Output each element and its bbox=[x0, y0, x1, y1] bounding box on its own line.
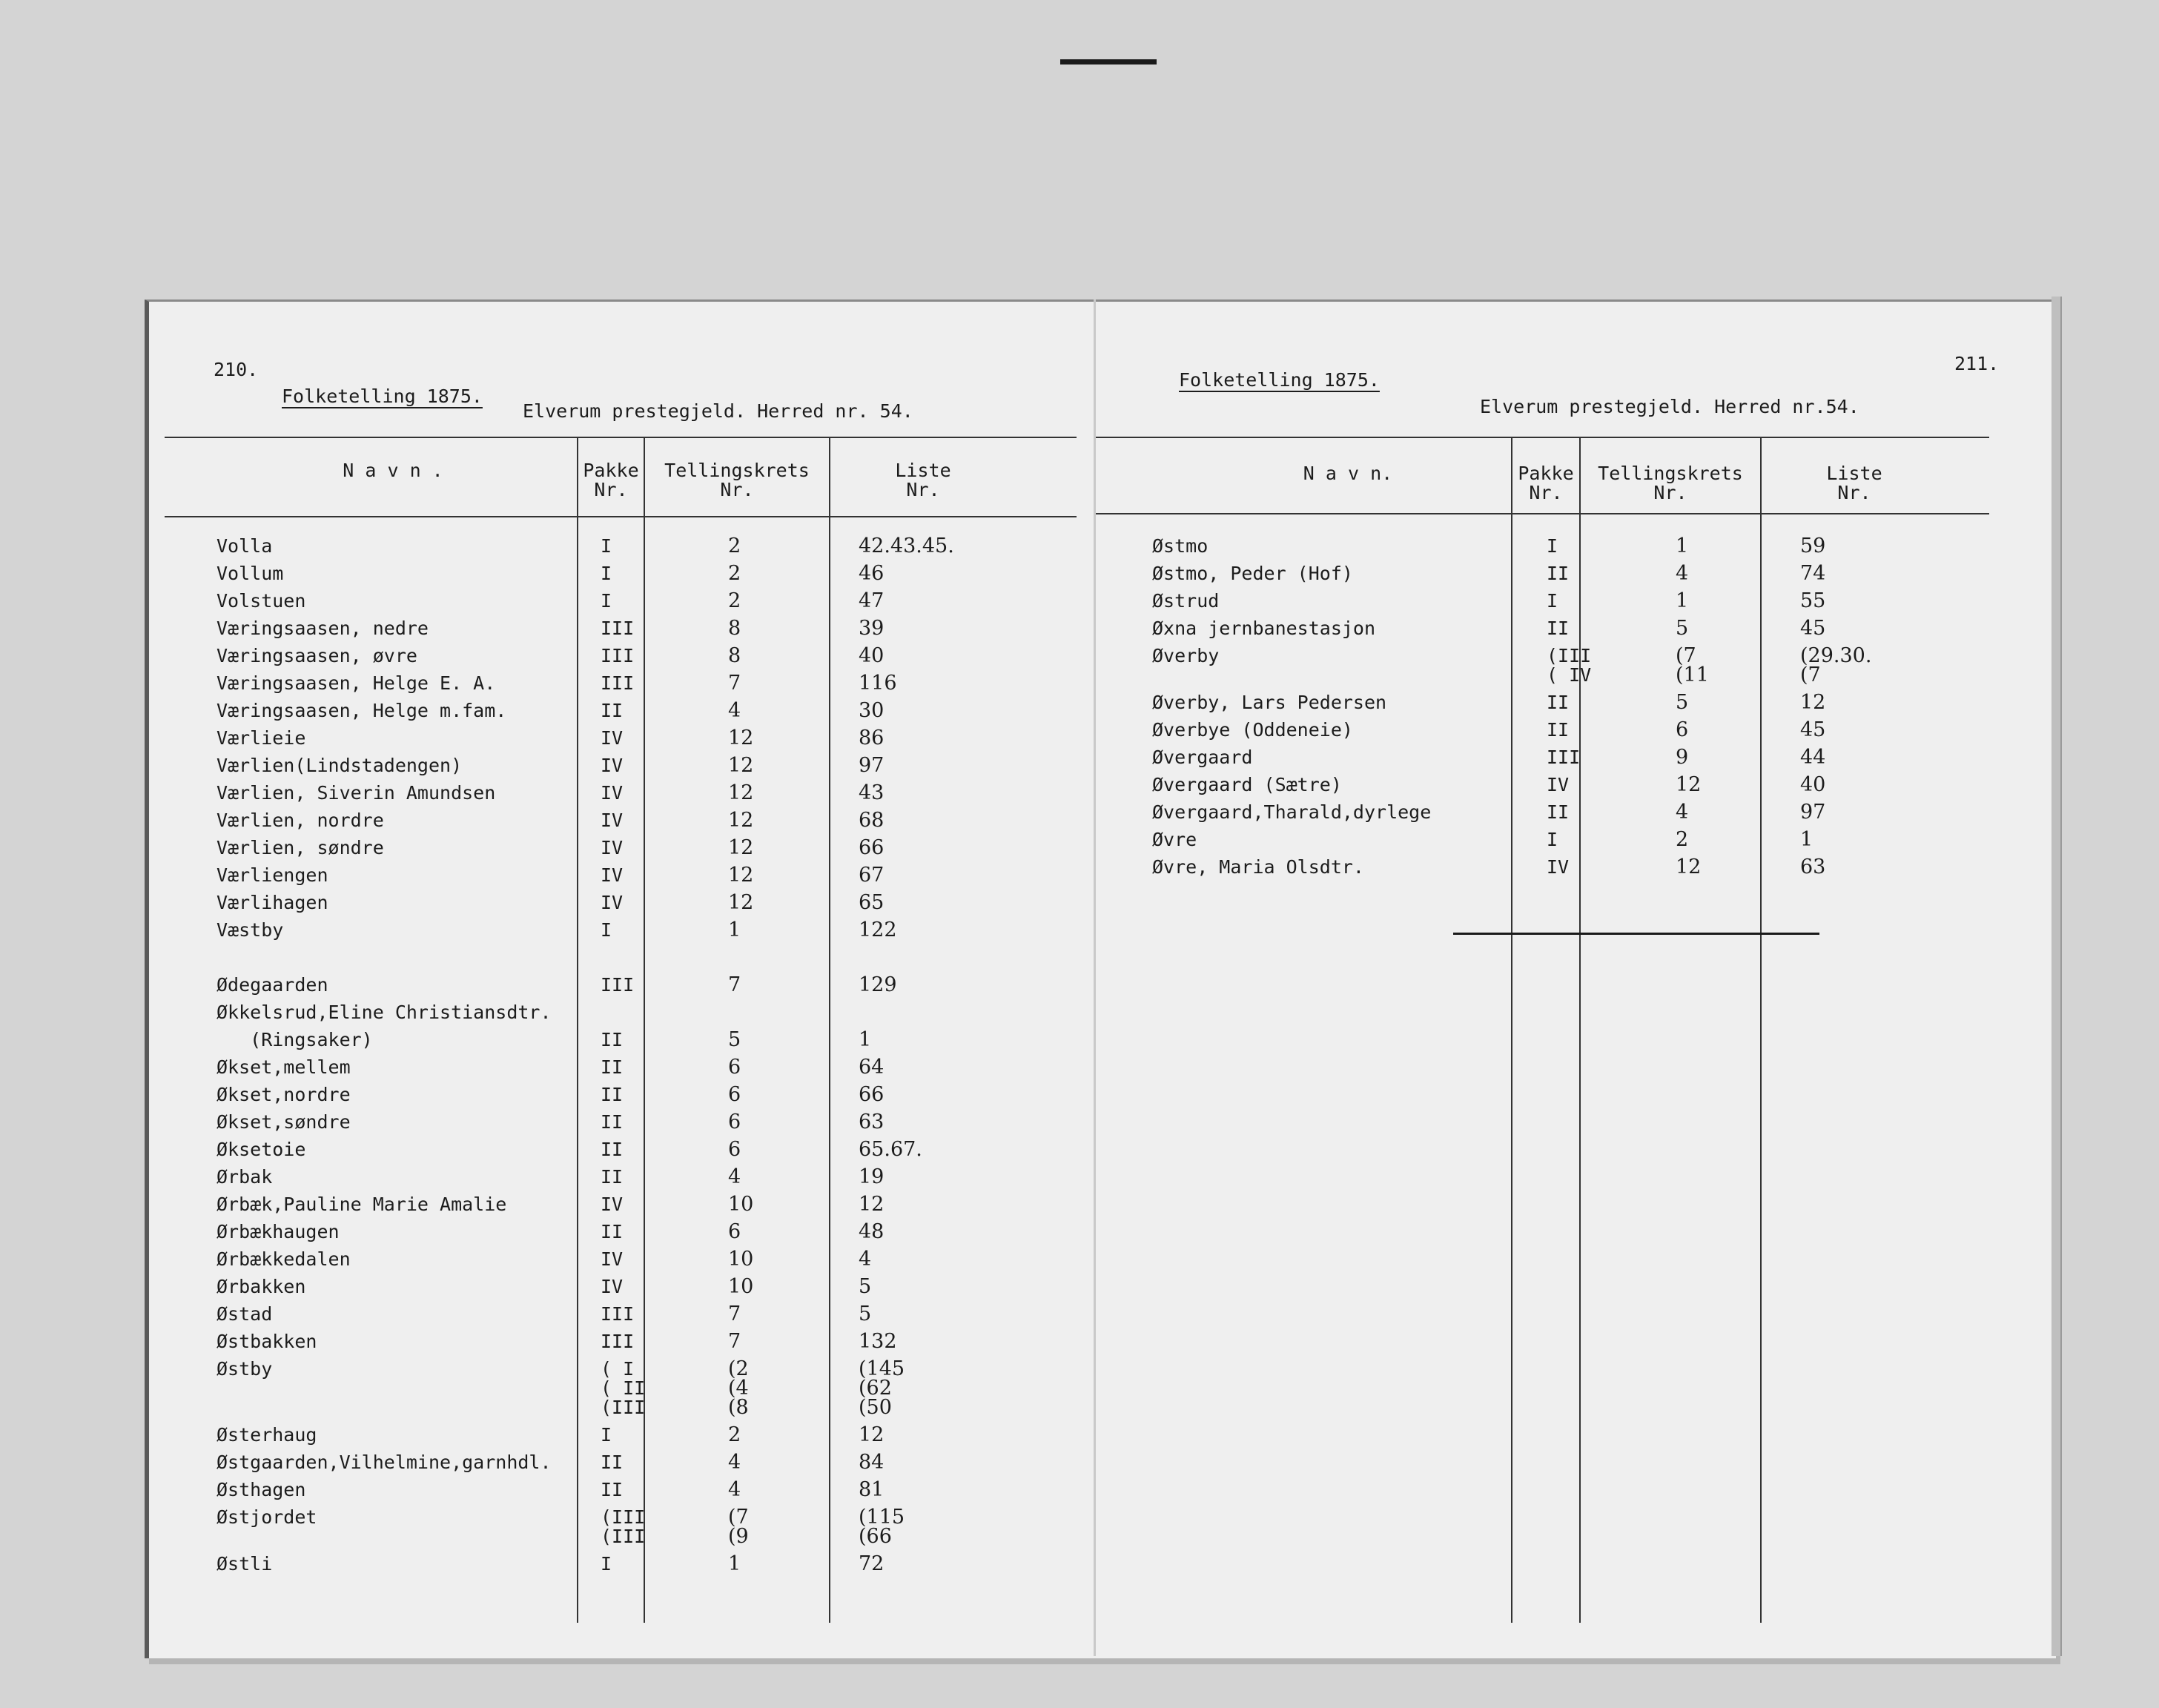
row-pakke: IV bbox=[601, 892, 624, 913]
row-tellingskrets: 10 bbox=[728, 1248, 754, 1271]
row-tellingskrets: 12 bbox=[728, 809, 754, 832]
row-navn: Økset,mellem bbox=[216, 1056, 351, 1078]
row-navn: Værlieie bbox=[216, 727, 306, 749]
row-pakke: III bbox=[601, 618, 635, 639]
row-tellingskrets: 6 bbox=[728, 1138, 741, 1161]
header-navn: N a v n . bbox=[343, 460, 443, 481]
row-navn: Volstuen bbox=[216, 590, 306, 612]
row-pakke: IV bbox=[1547, 856, 1570, 878]
row-liste: 66 bbox=[859, 836, 885, 859]
row-tellingskrets: (7 bbox=[1676, 644, 1696, 667]
row-pakke: II bbox=[601, 1111, 624, 1133]
page-title: Folketelling 1875. bbox=[282, 385, 483, 407]
row-tellingskrets: 6 bbox=[728, 1110, 741, 1133]
row-liste: 84 bbox=[859, 1451, 885, 1474]
row-pakke: IV bbox=[601, 864, 624, 886]
row-liste: 66 bbox=[859, 1083, 885, 1106]
row-liste: 64 bbox=[859, 1056, 885, 1079]
row-tellingskrets: 5 bbox=[1676, 617, 1689, 640]
row-tellingskrets: 2 bbox=[728, 589, 741, 612]
row-tellingskrets: 1 bbox=[1676, 534, 1689, 557]
row-pakke: (III bbox=[1547, 645, 1592, 666]
row-navn: Væringsaasen, Helge m.fam. bbox=[216, 700, 507, 721]
row-liste: 4 bbox=[859, 1248, 872, 1271]
header-navn: N a v n. bbox=[1303, 463, 1393, 484]
row-tellingskrets: 4 bbox=[728, 1478, 741, 1501]
row-liste: 1 bbox=[859, 1028, 872, 1051]
row-pakke: ( IV bbox=[1547, 664, 1592, 686]
row-pakke: III bbox=[601, 974, 635, 996]
row-liste: (7 bbox=[1800, 663, 1821, 686]
row-pakke: I bbox=[601, 535, 612, 557]
row-navn: Væringsaasen, nedre bbox=[216, 618, 429, 639]
row-pakke: II bbox=[1547, 719, 1570, 741]
row-pakke: II bbox=[601, 1221, 624, 1242]
row-liste: 72 bbox=[859, 1552, 885, 1575]
row-navn: Værlien, Siverin Amundsen bbox=[216, 782, 496, 804]
row-navn: Økset,søndre bbox=[216, 1111, 351, 1133]
row-navn: Østrud bbox=[1152, 590, 1220, 612]
row-liste: 45 bbox=[1800, 617, 1826, 640]
row-navn: Væringsaasen, Helge E. A. bbox=[216, 672, 496, 694]
row-pakke: IV bbox=[601, 837, 624, 858]
row-pakke: II bbox=[1547, 563, 1570, 584]
row-tellingskrets: 5 bbox=[1676, 691, 1689, 714]
row-tellingskrets: 1 bbox=[728, 918, 741, 941]
row-navn: Ørbakken bbox=[216, 1276, 306, 1297]
page-subtitle: Elverum prestegjeld. Herred nr. 54. bbox=[523, 400, 913, 422]
row-navn: Vollum bbox=[216, 563, 284, 584]
header-liste: Liste Nr. bbox=[895, 460, 951, 500]
row-pakke: III bbox=[601, 1331, 635, 1352]
row-pakke: II bbox=[601, 1056, 624, 1078]
row-liste: 1 bbox=[1800, 828, 1814, 851]
row-pakke: IV bbox=[601, 810, 624, 831]
header-pakke: Pakke Nr. bbox=[1518, 463, 1574, 503]
row-navn: Væstby bbox=[216, 919, 284, 941]
right-page bbox=[1096, 299, 2051, 1656]
row-liste: 48 bbox=[859, 1220, 885, 1243]
row-tellingskrets: 12 bbox=[728, 891, 754, 914]
row-tellingskrets: 12 bbox=[1676, 855, 1702, 878]
row-tellingskrets: 8 bbox=[728, 617, 741, 640]
row-tellingskrets: 6 bbox=[728, 1083, 741, 1106]
row-liste: 97 bbox=[1800, 801, 1826, 824]
row-navn: Øverby, Lars Pedersen bbox=[1152, 692, 1387, 713]
row-pakke: I bbox=[1547, 590, 1558, 612]
row-pakke: III bbox=[601, 672, 635, 694]
row-liste: 74 bbox=[1800, 562, 1826, 585]
row-tellingskrets: 7 bbox=[728, 973, 741, 996]
row-navn: Økkelsrud,Eline Christiansdtr. bbox=[216, 1002, 552, 1023]
row-pakke: III bbox=[601, 1303, 635, 1325]
row-pakke: IV bbox=[601, 782, 624, 804]
row-liste: 12 bbox=[859, 1423, 885, 1446]
row-tellingskrets: 9 bbox=[1676, 746, 1689, 769]
row-tellingskrets: 12 bbox=[728, 726, 754, 749]
row-liste: 68 bbox=[859, 809, 885, 832]
row-liste: 47 bbox=[859, 589, 885, 612]
row-liste: 63 bbox=[859, 1110, 885, 1133]
row-tellingskrets: 1 bbox=[1676, 589, 1689, 612]
row-tellingskrets: (2 bbox=[728, 1357, 749, 1380]
row-tellingskrets: 8 bbox=[728, 644, 741, 667]
row-liste: 132 bbox=[859, 1330, 897, 1353]
row-tellingskrets: 12 bbox=[728, 781, 754, 804]
page-number: 210. bbox=[214, 359, 259, 380]
column-rule bbox=[1579, 437, 1581, 1623]
row-tellingskrets: (7 bbox=[728, 1506, 749, 1529]
row-liste: 67 bbox=[859, 864, 885, 887]
page-title: Folketelling 1875. bbox=[1179, 369, 1380, 391]
row-navn: Økset,nordre bbox=[216, 1084, 351, 1105]
row-pakke: III bbox=[601, 645, 635, 666]
row-tellingskrets: 4 bbox=[1676, 801, 1689, 824]
row-navn: Værlien, søndre bbox=[216, 837, 384, 858]
page-subtitle: Elverum prestegjeld. Herred nr.54. bbox=[1480, 396, 1859, 417]
row-navn: Øvre, Maria Olsdtr. bbox=[1152, 856, 1364, 878]
row-pakke: II bbox=[601, 1084, 624, 1105]
row-tellingskrets: 4 bbox=[728, 1165, 741, 1188]
row-tellingskrets: 6 bbox=[728, 1056, 741, 1079]
row-tellingskrets: 10 bbox=[728, 1193, 754, 1216]
row-pakke: (III bbox=[601, 1526, 646, 1547]
row-tellingskrets: 7 bbox=[728, 1302, 741, 1325]
row-pakke: II bbox=[1547, 692, 1570, 713]
row-tellingskrets: 6 bbox=[728, 1220, 741, 1243]
row-tellingskrets: 10 bbox=[728, 1275, 754, 1298]
row-pakke: II bbox=[1547, 801, 1570, 823]
left-page bbox=[148, 299, 1094, 1656]
binding-mark bbox=[1060, 59, 1157, 64]
row-liste: 86 bbox=[859, 726, 885, 749]
row-liste: 97 bbox=[859, 754, 885, 777]
row-pakke: I bbox=[601, 1424, 612, 1446]
row-navn: Østmo bbox=[1152, 535, 1209, 557]
row-liste: 81 bbox=[859, 1478, 885, 1501]
row-liste: 39 bbox=[859, 617, 885, 640]
row-liste: 44 bbox=[1800, 746, 1826, 769]
row-pakke: I bbox=[601, 1553, 612, 1575]
row-navn: Øksetoie bbox=[216, 1139, 306, 1160]
row-liste: (115 bbox=[859, 1506, 905, 1529]
row-tellingskrets: 6 bbox=[1676, 718, 1689, 741]
row-liste: 55 bbox=[1800, 589, 1826, 612]
row-liste: (50 bbox=[859, 1396, 892, 1419]
row-liste: (29.30. bbox=[1800, 644, 1872, 667]
row-navn: Østerhaug bbox=[216, 1424, 317, 1446]
row-pakke: II bbox=[601, 1166, 624, 1188]
row-pakke: IV bbox=[1547, 774, 1570, 795]
row-pakke: IV bbox=[601, 755, 624, 776]
row-pakke: (III bbox=[601, 1506, 646, 1528]
row-tellingskrets: (9 bbox=[728, 1525, 749, 1548]
row-liste: (66 bbox=[859, 1525, 892, 1548]
row-pakke: IV bbox=[601, 1248, 624, 1270]
end-rule bbox=[1453, 933, 1819, 935]
header-liste: Liste Nr. bbox=[1826, 463, 1882, 503]
header-pakke: Pakke Nr. bbox=[583, 460, 639, 500]
row-navn: Øvergaard bbox=[1152, 747, 1253, 768]
row-tellingskrets: 12 bbox=[728, 754, 754, 777]
page-edge bbox=[2051, 297, 2062, 1656]
row-liste: 59 bbox=[1800, 534, 1826, 557]
row-pakke: I bbox=[601, 919, 612, 941]
row-liste: 5 bbox=[859, 1302, 872, 1325]
header-top-rule bbox=[1096, 437, 1989, 438]
row-navn: Værliengen bbox=[216, 864, 328, 886]
page-number: 211. bbox=[1954, 353, 2000, 374]
row-liste: 46 bbox=[859, 562, 885, 585]
row-pakke: ( II bbox=[601, 1377, 646, 1399]
row-navn: Østhagen bbox=[216, 1479, 306, 1500]
row-tellingskrets: 12 bbox=[728, 864, 754, 887]
row-tellingskrets: 12 bbox=[1676, 773, 1702, 796]
column-rule bbox=[1760, 437, 1762, 1623]
row-pakke: I bbox=[1547, 535, 1558, 557]
row-liste: 129 bbox=[859, 973, 897, 996]
row-pakke: I bbox=[601, 590, 612, 612]
row-tellingskrets: 4 bbox=[728, 699, 741, 722]
row-tellingskrets: 2 bbox=[1676, 828, 1689, 851]
header-tellingskrets: Tellingskrets Nr. bbox=[1598, 463, 1743, 503]
header-top-rule bbox=[165, 437, 1077, 438]
row-pakke: ( I bbox=[601, 1358, 635, 1380]
row-tellingskrets: 7 bbox=[728, 1330, 741, 1353]
column-rule bbox=[577, 437, 578, 1623]
row-tellingskrets: 12 bbox=[728, 836, 754, 859]
row-pakke: II bbox=[1547, 618, 1570, 639]
row-navn: Østbakken bbox=[216, 1331, 317, 1352]
row-liste: 42.43.45. bbox=[859, 534, 954, 557]
row-liste: 45 bbox=[1800, 718, 1826, 741]
row-liste: 63 bbox=[1800, 855, 1826, 878]
row-navn: Volla bbox=[216, 535, 273, 557]
row-navn: Ørbækkedalen bbox=[216, 1248, 351, 1270]
row-navn: Øverbye (Oddeneie) bbox=[1152, 719, 1353, 741]
row-navn: Østad bbox=[216, 1303, 273, 1325]
column-rule bbox=[644, 437, 645, 1623]
row-tellingskrets: (11 bbox=[1676, 663, 1709, 686]
row-liste: 12 bbox=[859, 1193, 885, 1216]
row-pakke: (III bbox=[601, 1397, 646, 1418]
row-navn: Værlien(Lindstadengen) bbox=[216, 755, 463, 776]
row-tellingskrets: 4 bbox=[728, 1451, 741, 1474]
row-navn: Østmo, Peder (Hof) bbox=[1152, 563, 1353, 584]
row-pakke: I bbox=[601, 563, 612, 584]
row-tellingskrets: (8 bbox=[728, 1396, 749, 1419]
row-liste: 116 bbox=[859, 672, 897, 695]
row-tellingskrets: 2 bbox=[728, 562, 741, 585]
row-navn: Værlihagen bbox=[216, 892, 328, 913]
row-tellingskrets: 4 bbox=[1676, 562, 1689, 585]
row-pakke: II bbox=[601, 1139, 624, 1160]
row-navn: Øvergaard,Tharald,dyrlege bbox=[1152, 801, 1432, 823]
row-liste: 12 bbox=[1800, 691, 1826, 714]
row-pakke: III bbox=[1547, 747, 1581, 768]
row-navn: Øxna jernbanestasjon bbox=[1152, 618, 1376, 639]
header-bottom-rule bbox=[165, 516, 1077, 517]
row-pakke: IV bbox=[601, 727, 624, 749]
row-navn: Øverby bbox=[1152, 645, 1220, 666]
row-navn: Ødegaarden bbox=[216, 974, 328, 996]
row-pakke: II bbox=[601, 1029, 624, 1050]
row-pakke: IV bbox=[601, 1194, 624, 1215]
row-navn: Østjordet bbox=[216, 1506, 317, 1528]
row-navn: Værlien, nordre bbox=[216, 810, 384, 831]
row-liste: 40 bbox=[1800, 773, 1826, 796]
row-liste: (62 bbox=[859, 1377, 892, 1400]
row-tellingskrets: 7 bbox=[728, 672, 741, 695]
header-bottom-rule bbox=[1096, 513, 1989, 514]
row-pakke: IV bbox=[601, 1276, 624, 1297]
header-tellingskrets: Tellingskrets Nr. bbox=[664, 460, 810, 500]
column-rule bbox=[829, 437, 830, 1623]
row-navn: Væringsaasen, øvre bbox=[216, 645, 417, 666]
row-tellingskrets: (4 bbox=[728, 1377, 749, 1400]
row-navn: (Ringsaker) bbox=[216, 1029, 373, 1050]
column-rule bbox=[1511, 437, 1512, 1623]
row-navn: Østby bbox=[216, 1358, 273, 1380]
row-navn: Øvre bbox=[1152, 829, 1197, 850]
row-navn: Østli bbox=[216, 1553, 273, 1575]
row-liste: 65 bbox=[859, 891, 885, 914]
row-liste: 19 bbox=[859, 1165, 885, 1188]
row-tellingskrets: 5 bbox=[728, 1028, 741, 1051]
row-liste: (145 bbox=[859, 1357, 905, 1380]
row-tellingskrets: 2 bbox=[728, 534, 741, 557]
row-navn: Ørbækhaugen bbox=[216, 1221, 340, 1242]
row-pakke: II bbox=[601, 700, 624, 721]
row-liste: 65.67. bbox=[859, 1138, 922, 1161]
row-pakke: I bbox=[1547, 829, 1558, 850]
row-liste: 122 bbox=[859, 918, 897, 941]
row-pakke: II bbox=[601, 1479, 624, 1500]
row-liste: 40 bbox=[859, 644, 885, 667]
row-navn: Østgaarden,Vilhelmine,garnhdl. bbox=[216, 1452, 552, 1473]
row-liste: 30 bbox=[859, 699, 885, 722]
row-navn: Øvergaard (Sætre) bbox=[1152, 774, 1342, 795]
row-liste: 5 bbox=[859, 1275, 872, 1298]
row-pakke: II bbox=[601, 1452, 624, 1473]
row-navn: Ørbæk,Pauline Marie Amalie bbox=[216, 1194, 507, 1215]
row-tellingskrets: 1 bbox=[728, 1552, 741, 1575]
row-tellingskrets: 2 bbox=[728, 1423, 741, 1446]
row-liste: 43 bbox=[859, 781, 885, 804]
row-navn: Ørbak bbox=[216, 1166, 273, 1188]
